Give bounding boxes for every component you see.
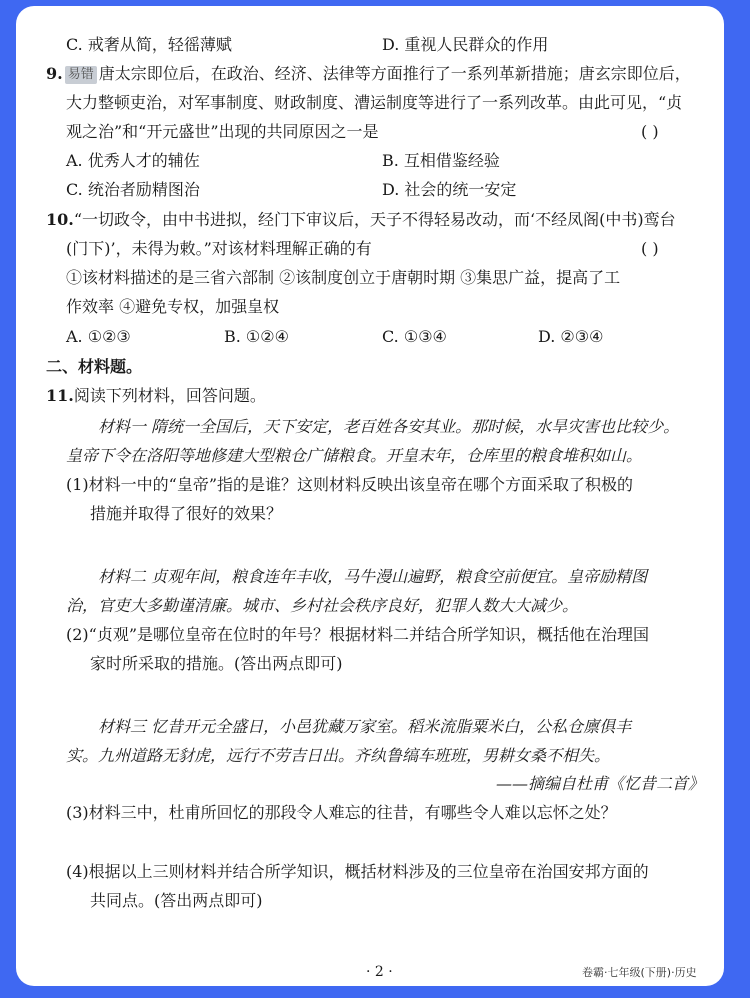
q8-option-c: C. 戒奢从简，轻徭薄赋 — [66, 35, 232, 54]
question-number: 11. — [46, 386, 74, 405]
sub-question-4-line2: 共同点。(答出两点即可) — [90, 891, 263, 910]
question-10-line2: (门下)’，未得为敕。”对该材料理解正确的有 — [66, 239, 372, 258]
q10-option-a: A. ①②③ — [66, 327, 131, 346]
q9-option-a: A. 优秀人才的辅佐 — [66, 151, 200, 170]
q8-option-d: D. 重视人民群众的作用 — [382, 35, 549, 54]
question-9-line3: 观之治”和“开元盛世”出现的共同原因之一是 — [66, 122, 379, 141]
question-9-line1 — [46, 63, 691, 85]
sub-question-1-line1: (1)材料一中的“皇帝”指的是谁？这则材料反映出该皇帝在哪个方面采取了积极的 — [66, 475, 634, 494]
section-title: 二、材料题。 — [46, 357, 143, 376]
material-1-line1: 材料一 隋统一全国后，天下安定，老百姓各安其业。那时候，水旱灾害也比较少。 — [98, 417, 680, 436]
material-2-line2: 治，官吏大多勤谨清廉。城市、乡村社会秩序良好，犯罪人数大大减少。 — [66, 596, 579, 615]
question-10-line1 — [46, 209, 676, 231]
difficulty-tag: 易错 — [65, 66, 97, 84]
sub-question-1-line2: 措施并取得了很好的效果？ — [90, 504, 283, 523]
question-number: 10. — [46, 210, 74, 229]
material-3-line1: 材料三 忆昔开元全盛日，小邑犹藏万家室。稻米流脂粟米白，公私仓廪俱丰 — [98, 717, 632, 736]
q10-option-b: B. ①②④ — [224, 327, 289, 346]
answer-blank: ( ) — [641, 239, 659, 258]
q10-option-d: D. ②③④ — [538, 327, 604, 346]
sub-question-3-line1: (3)材料三中，杜甫所回忆的那段令人难忘的往昔，有哪些令人难以忘怀之处？ — [66, 803, 617, 822]
q9-option-d: D. 社会的统一安定 — [382, 180, 517, 199]
sub-question-4-line1: (4)根据以上三则材料并结合所学知识，概括材料涉及的三位皇帝在治国安邦方面的 — [66, 862, 649, 881]
q9-option-c: C. 统治者励精图治 — [66, 180, 200, 199]
material-2-line1: 材料二 贞观年间，粮食连年丰收，马牛漫山遍野，粮食空前便宜。皇帝励精图 — [98, 567, 648, 586]
book-title: 卷霸·七年级(下册)·历史 — [582, 966, 697, 979]
question-11-intro — [46, 385, 266, 407]
sub-question-2-line1: (2)“贞观”是哪位皇帝在位时的年号？根据材料二并结合所学知识，概括他在治理国 — [66, 625, 650, 644]
question-10-line4: 作效率 ④避免专权，加强皇权 — [66, 297, 280, 316]
question-text: “一切政令，由中书进拟，经门下审议后，天子不得轻易改动，而‘不经凤阁(中书)鸾台 — [73, 210, 676, 229]
answer-blank: ( ) — [641, 122, 659, 141]
material-3-source: ——摘编自杜甫《忆昔二首》 — [496, 774, 705, 793]
q10-option-c: C. ①③④ — [382, 327, 447, 346]
q9-option-b: B. 互相借鉴经验 — [382, 151, 500, 170]
question-9-line2: 大力整顿吏治，对军事制度、财政制度、漕运制度等进行了一系列改革。由此可见，“贞 — [66, 93, 683, 112]
question-text: 阅读下列材料，回答问题。 — [73, 386, 266, 405]
page-number: · 2 · — [366, 964, 393, 980]
material-3-line2: 实。九州道路无豺虎，远行不劳吉日出。齐纨鲁缟车班班，男耕女桑不相失。 — [66, 746, 611, 765]
exam-page — [16, 6, 724, 986]
sub-question-2-line2: 家时所采取的措施。(答出两点即可) — [90, 654, 343, 673]
material-1-line2: 皇帝下令在洛阳等地修建大型粮仓广储粮食。开皇末年，仓库里的粮食堆积如山。 — [66, 446, 643, 465]
question-10-line3: ①该材料描述的是三省六部制 ②该制度创立于唐朝时期 ③集思广益，提高了工 — [66, 268, 621, 287]
question-number: 9. — [46, 64, 63, 83]
question-text: 唐太宗即位后，在政治、经济、法律等方面推行了一系列革新措施；唐玄宗即位后， — [98, 64, 691, 83]
